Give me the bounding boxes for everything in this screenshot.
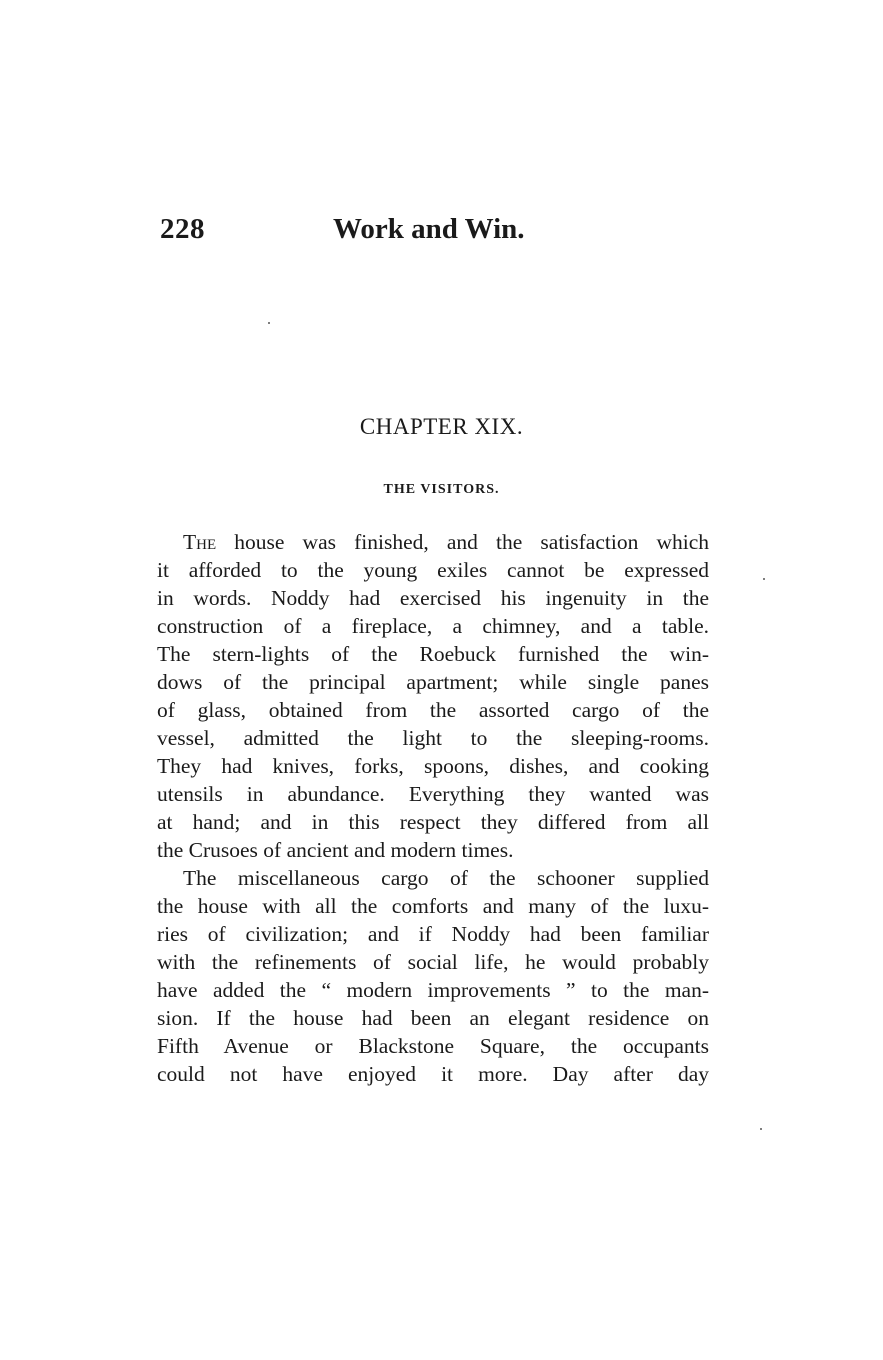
- scan-speck: [763, 578, 765, 580]
- body-text: [157, 528, 709, 1088]
- scan-speck: [760, 1128, 762, 1130]
- text-line: ries of civilization; and if Noddy had been familiar: [157, 922, 709, 946]
- text-line-rest: house was finished, and the satisfaction which: [216, 530, 709, 554]
- text-line: at hand; and in this respect they differed from all: [157, 810, 709, 834]
- text-line: Fifth Avenue or Blackstone Square, the occupants: [157, 1034, 709, 1058]
- scan-speck: [268, 322, 270, 324]
- text-line: utensils in abundance. Everything they wanted was: [157, 782, 709, 806]
- running-head: [160, 213, 720, 253]
- text-line: with the refinements of social life, he would probably: [157, 950, 709, 974]
- text-line: of glass, obtained from the assorted cargo of the: [157, 698, 709, 722]
- text-line: sion. If the house had been an elegant residence on: [157, 1006, 709, 1030]
- text-line: it afforded to the young exiles cannot be expressed: [157, 558, 709, 582]
- text-line: the Crusoes of ancient and modern times.: [157, 838, 514, 862]
- page-number: 228: [160, 213, 205, 245]
- text-line: the house with all the comforts and many of the luxu-: [157, 894, 709, 918]
- text-line: could not have enjoyed it more. Day after day: [157, 1062, 709, 1086]
- text-line: vessel, admitted the light to the sleeping-rooms.: [157, 726, 709, 750]
- text-line: The stern-lights of the Roebuck furnished the win-: [157, 642, 709, 666]
- text-line: in words. Noddy had exercised his ingenuity in the: [157, 586, 709, 610]
- text-line: construction of a fireplace, a chimney, and a table.: [157, 614, 709, 638]
- book-title: Work and Win.: [333, 213, 525, 245]
- text-line: have added the “ modern improvements ” to the man-: [157, 978, 709, 1002]
- text-line: [157, 528, 709, 556]
- text-line: dows of the principal apartment; while single panes: [157, 670, 709, 694]
- drop-word: The: [183, 530, 217, 554]
- chapter-heading: CHAPTER XIX.: [359, 414, 524, 439]
- text-line: The miscellaneous cargo of the schooner supplied: [183, 866, 709, 890]
- chapter-subtitle: THE VISITORS.: [383, 482, 500, 497]
- text-line: They had knives, forks, spoons, dishes, and cooking: [157, 754, 709, 778]
